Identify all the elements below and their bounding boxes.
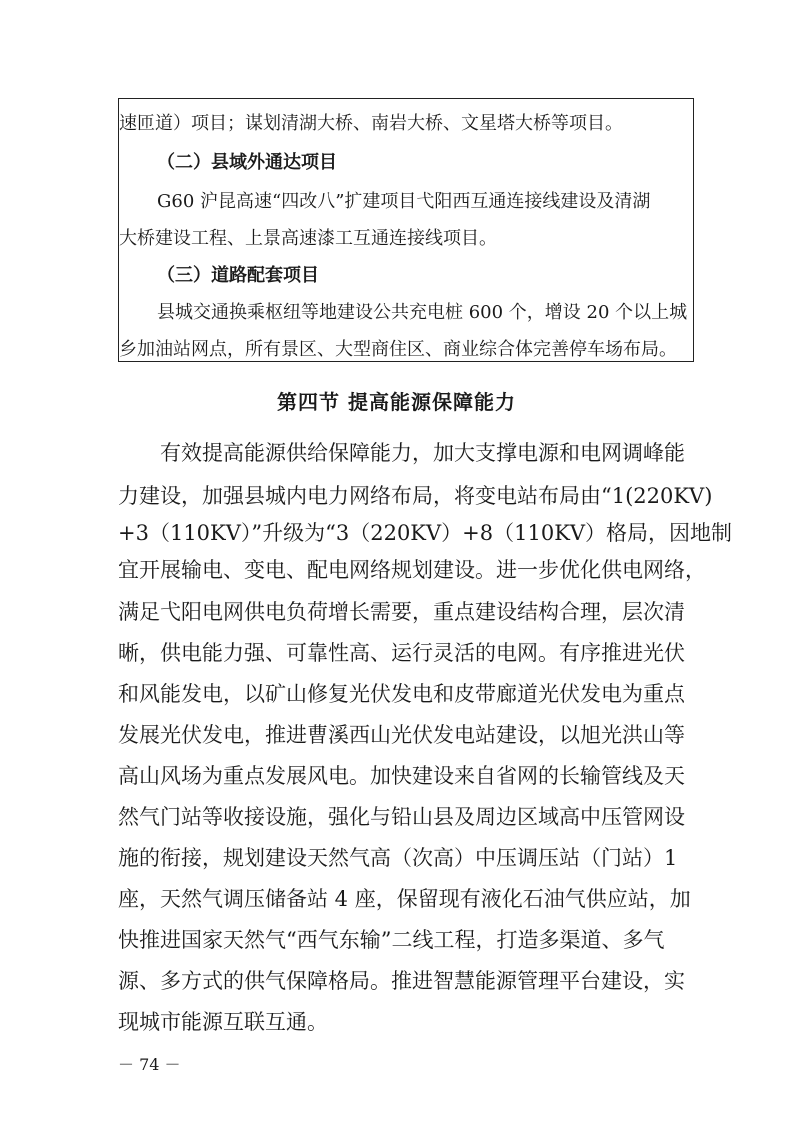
paragraph-line: 和风能发电，以矿山修复光伏发电和皮带廊道光伏发电为重点 [118, 682, 685, 706]
box-line-3: G60 沪昆高速“四改八”扩建项目弋阳西互通连接线建设及清湖 [157, 191, 651, 212]
box-heading-3: （三）道路配套项目 [157, 265, 319, 286]
box-line-4: 大桥建设工程、上景高速漆工互通连接线项目。 [119, 228, 497, 249]
paragraph-line: 快推进国家天然气“西气东输”二线工程，打造多渠道、多气 [118, 928, 665, 952]
paragraph-line: 晰，供电能力强、可靠性高、运行灵活的电网。有序推进光伏 [118, 641, 685, 665]
paragraph-line: 现城市能源互联互通。 [118, 1010, 328, 1034]
paragraph-line: +3（110KV）”升级为“3（220KV）+8（110KV）格局，因地制 [118, 521, 733, 545]
paragraph-line: 发展光伏发电，推进曹溪西山光伏发电站建设，以旭光洪山等 [118, 723, 685, 747]
box-line-7: 乡加油站网点，所有景区、大型商住区、商业综合体完善停车场布局。 [119, 339, 677, 360]
paragraph-line: 座，天然气调压储备站 4 座，保留现有液化石油气供应站，加 [118, 887, 691, 911]
box-line-6: 县城交通换乘枢纽等地建设公共充电桩 600 个，增设 20 个以上城 [157, 302, 688, 323]
paragraph-line: 有效提高能源供给保障能力，加大支撑电源和电网调峰能 [160, 441, 685, 465]
project-box [118, 98, 694, 362]
section-title: 第四节 提高能源保障能力 [277, 390, 516, 414]
paragraph-line: 源、多方式的供气保障格局。推进智慧能源管理平台建设，实 [118, 969, 685, 993]
paragraph-line: 施的衔接，规划建设天然气高（次高）中压调压站（门站）1 [118, 846, 678, 870]
paragraph-line: 然气门站等收接设施，强化与铅山县及周边区域高中压管网设 [118, 805, 685, 829]
box-heading-2: （二）县域外通达项目 [157, 152, 337, 173]
paragraph-line: 力建设，加强县城内电力网络布局，将变电站布局由“1(220KV) [118, 484, 713, 508]
paragraph-line: 高山风场为重点发展风电。加快建设来自省网的长输管线及天 [118, 764, 685, 788]
paragraph-line: 宜开展输电、变电、配电网络规划建设。进一步优化供电网络， [118, 558, 706, 582]
page-number: － 74 － [118, 1055, 181, 1074]
paragraph-line: 满足弋阳电网供电负荷增长需要，重点建设结构合理，层次清 [118, 600, 685, 624]
box-line-1: 速匝道）项目；谋划清湖大桥、南岩大桥、文星塔大桥等项目。 [119, 113, 623, 134]
